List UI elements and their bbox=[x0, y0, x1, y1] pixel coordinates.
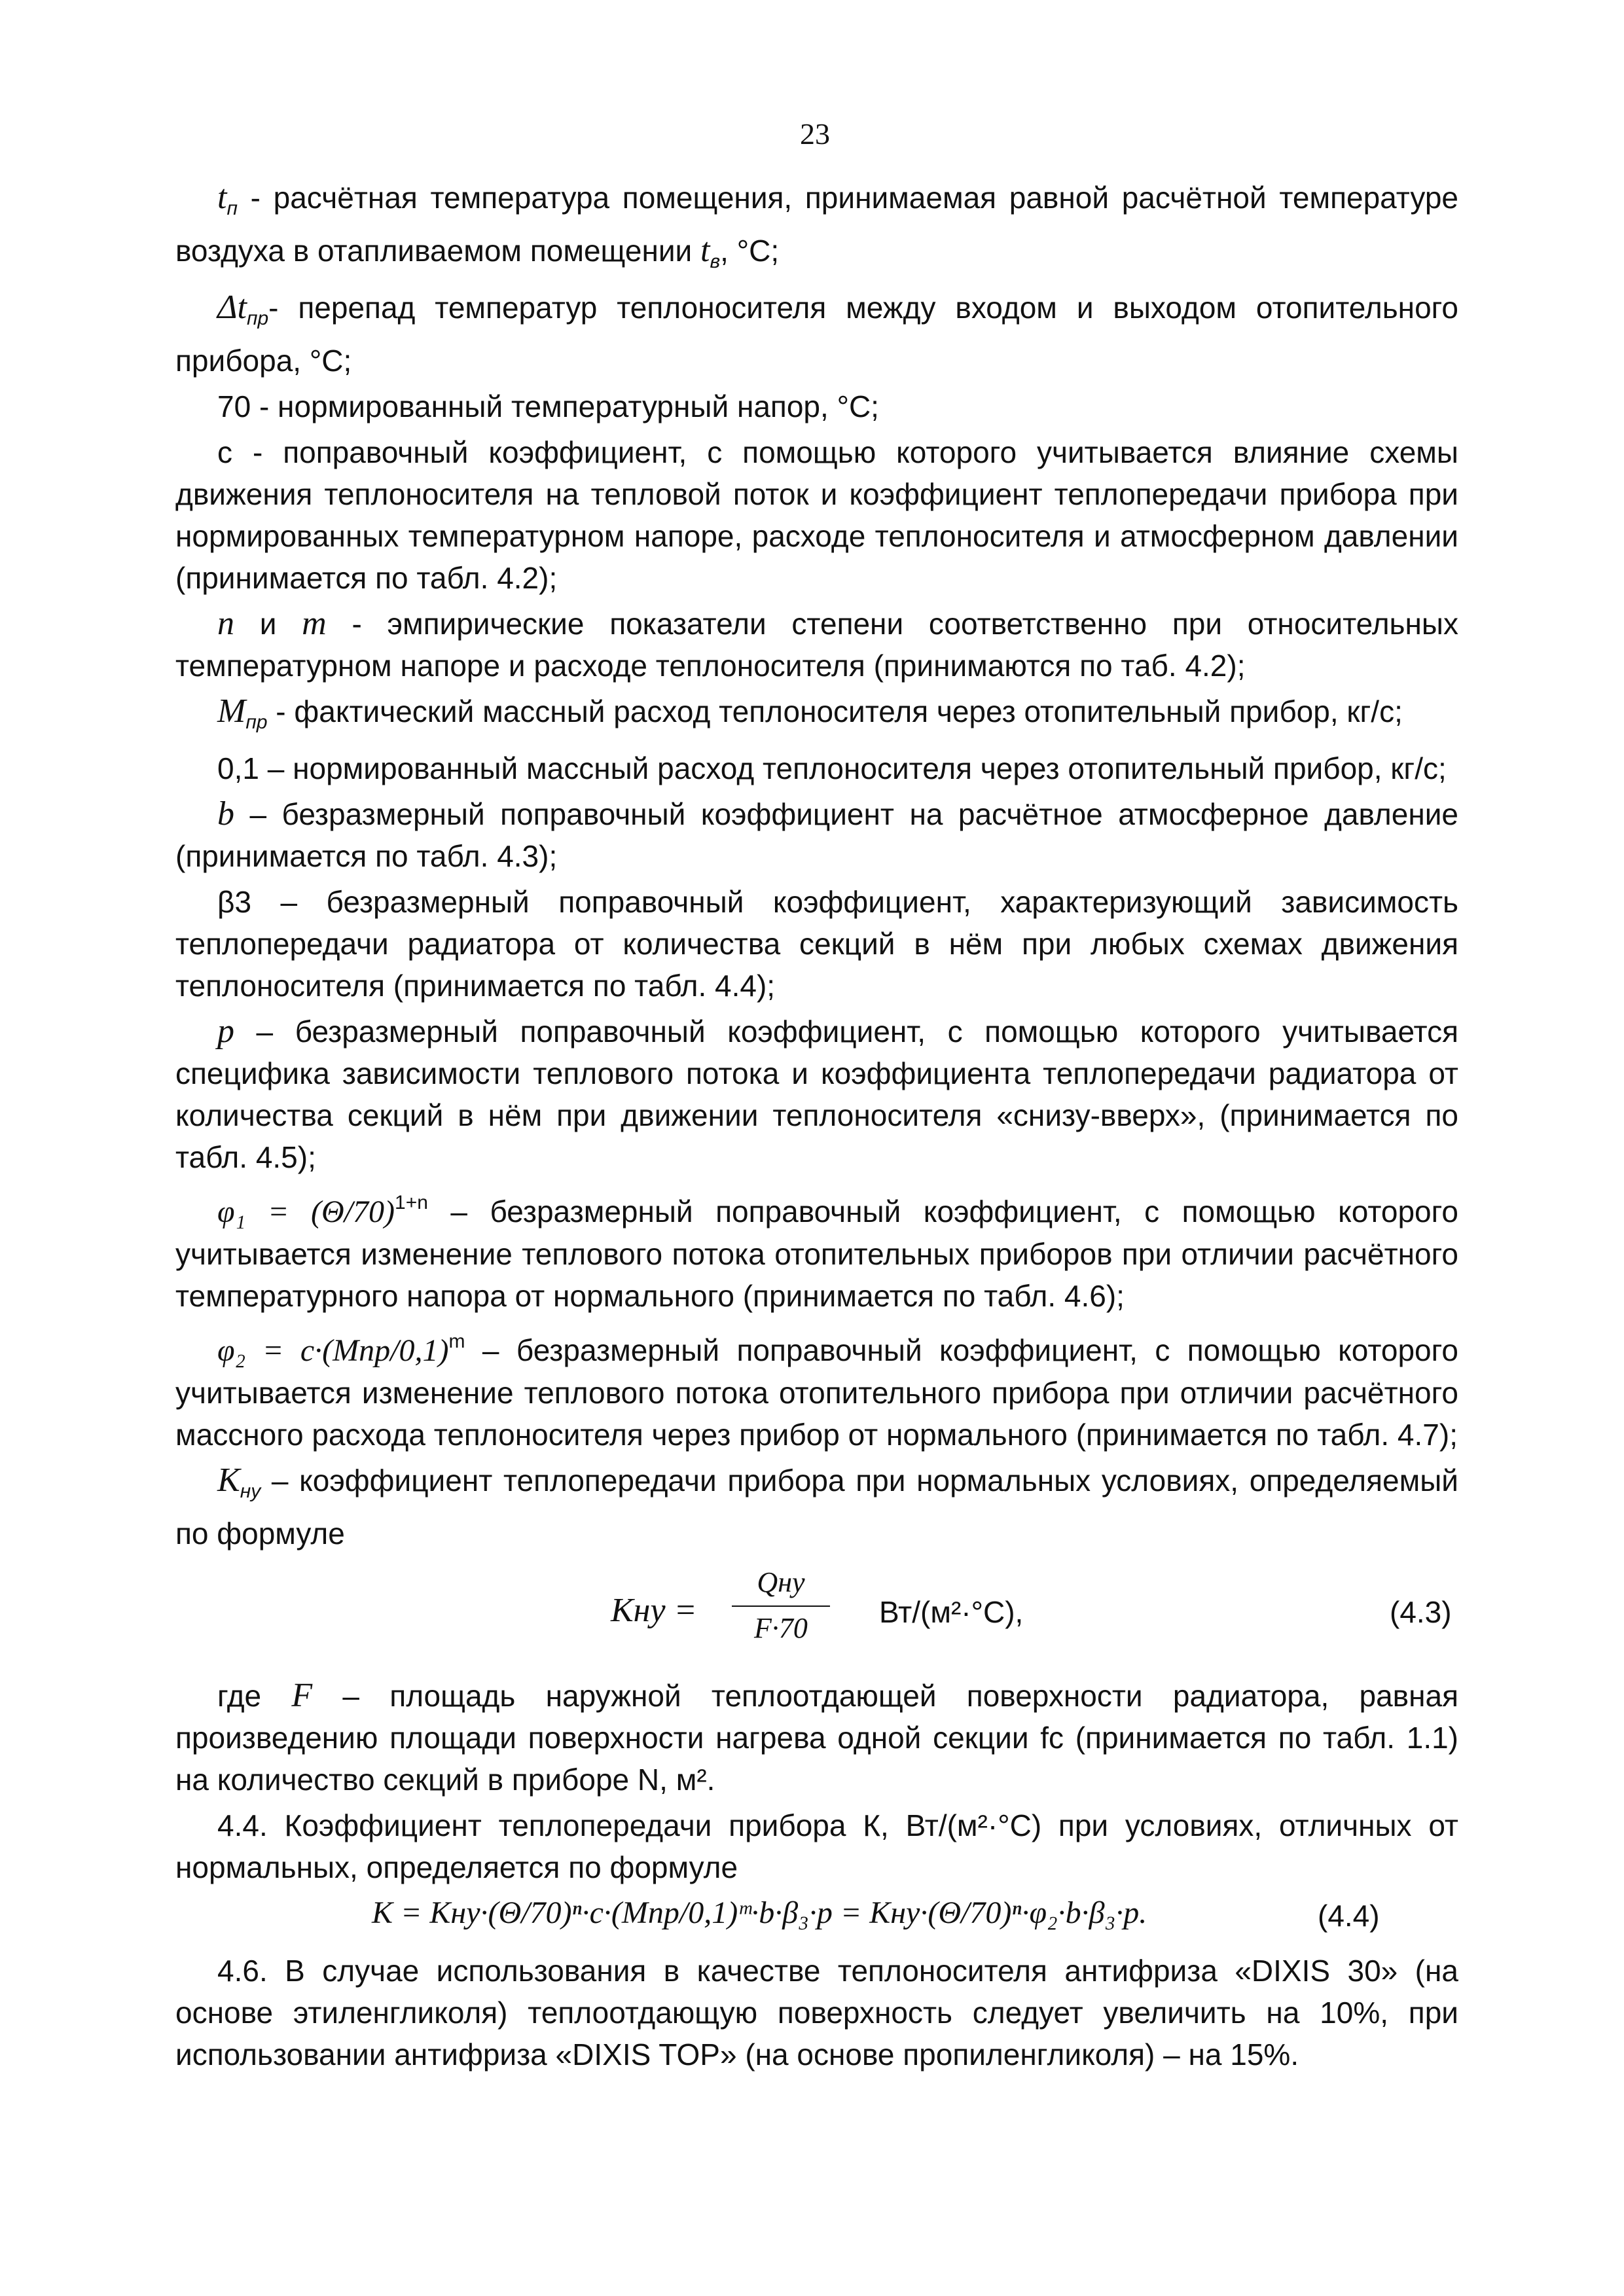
formula-4-3 bbox=[175, 1564, 1458, 1662]
definition-p: р – безразмерный поправочный коэффициент, с помощью которого учитывается специфика зависимости теплового потока и коэффициента теплопередачи радиатора от количества секций в нём при движении теплоносителя «снизу-вверх», (принимается по табл. 4.5); bbox=[175, 1013, 1458, 1174]
definition-b: b – безразмерный поправочный коэффициент на расчётное атмосферное давление (принимается по табл. 4.3); bbox=[175, 795, 1458, 873]
definition-phi2: $\varphi_2 = c\cdot(Mпр/0,1)^m$ – безразмерный поправочный коэффициент, с помощью которого учитывается изменение теплового потока отопительного прибора при отличии расчётного массного расхода теплоносителя через прибор от нормального (принимается по табл. 4.7); bbox=[175, 1331, 1458, 1452]
definition-dt: $\Delta t_{пр}-$ перепад температур теплоносителя между входом и выходом отопительного прибора, °С; bbox=[175, 289, 1458, 378]
definition-mpr: $M_{пр}$ - фактический массный расход теплоносителя через отопительный прибор, кг/с; bbox=[217, 692, 1403, 733]
definition-0-1: 0,1 – нормированный массный расход теплоносителя через отопительный прибор, кг/с; bbox=[217, 751, 1447, 785]
formula-4-4 bbox=[175, 1892, 1458, 1939]
definition-tn: $t_п$ - расчётная температура помещения, принимаемая равной расчётной температуре воздуха в отапливаемом помещении $t_в$, °С; bbox=[175, 179, 1458, 272]
formula-4-3-number: (4.3) bbox=[1390, 1595, 1452, 1629]
paragraph-4-4: 4.4. Коэффициент теплопередачи прибора К, Вт/(м²·°С) при условиях, отличных от нормальных, определяется по формуле bbox=[175, 1808, 1458, 1884]
fraction-bar bbox=[732, 1605, 830, 1607]
formula-4-3-fraction bbox=[732, 1564, 830, 1647]
definition-kny: $K_{ну}$ – коэффициент теплопередачи прибора при нормальных условиях, определяемый по формуле bbox=[175, 1462, 1458, 1551]
formula-4-4-expression: K = Kну·(Θ/70)ⁿ·c·(Mпр/0,1)ᵐ·b·β₃·p = Kну·(Θ/70)ⁿ·φ₂·b·β₃·p. bbox=[372, 1895, 1147, 1930]
symbol-dt: Δt bbox=[217, 289, 247, 326]
symbol-tn: t bbox=[217, 179, 227, 216]
where-f-paragraph: где F – площадь наружной теплоотдающей поверхности радиатора, равная произведению площади поверхности нагрева одной секции fс (принимается по табл. 1.1) на количество секций в приборе N, м². bbox=[175, 1677, 1458, 1797]
definition-c: с - поправочный коэффициент, с помощью которого учитывается влияние схемы движения теплоносителя на тепловой поток и коэффициент теплопередачи прибора при нормированных температурном напоре, расходе теплоносителя и атмосферном давлении (принимается по табл. 4.2); bbox=[175, 435, 1458, 595]
definition-nm: n и m - эмпирические показатели степени соответственно при относительных температурном напоре и расходе теплоносителя (принимаются по таб. 4.2); bbox=[175, 605, 1458, 683]
formula-4-3-lhs: Kну = bbox=[611, 1592, 697, 1629]
paragraph-4-6: 4.6. В случае использования в качестве теплоносителя антифриза «DIXIS 30» (на основе этиленгликоля) теплоотдающую поверхность следует увеличить на 10%, при использовании антифриза «DIXIS TOP» (на основе пропиленгликоля) – на 15%. bbox=[175, 1954, 1458, 2072]
fraction-denominator: F·70 bbox=[754, 1612, 808, 1644]
definition-beta3: β3 – безразмерный поправочный коэффициент, характеризующий зависимость теплопередачи радиатора от количества секций в нём при любых схемах движения теплоносителя (принимается по табл. 4.4); bbox=[175, 885, 1458, 1003]
formula-4-3-units: Вт/(м²·°С), bbox=[879, 1595, 1024, 1629]
fraction-numerator: Qну bbox=[757, 1566, 805, 1598]
formula-4-4-number: (4.4) bbox=[1318, 1899, 1380, 1933]
definition-70: 70 - нормированный температурный напор, °С; bbox=[217, 389, 879, 423]
page-number: 23 bbox=[800, 117, 830, 151]
definition-phi1: $\varphi_1 = (\Theta/70)^{1+n}$ – безразмерный поправочный коэффициент, с помощью которого учитывается изменение теплового потока отопительных приборов при отличии расчётного температурного напора от нормального (принимается по табл. 4.6); bbox=[175, 1192, 1458, 1313]
body-text bbox=[175, 177, 1458, 2079]
